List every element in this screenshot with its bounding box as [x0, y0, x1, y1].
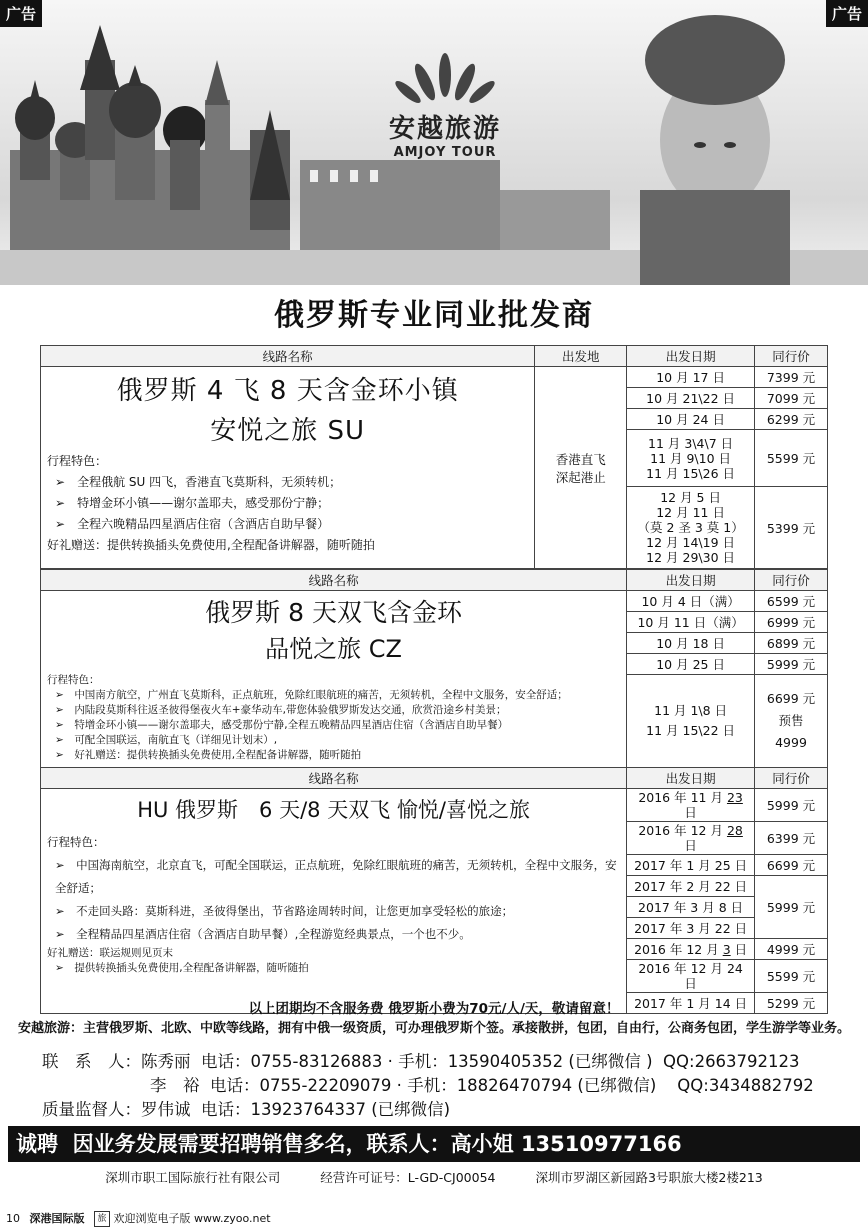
tour3-date: 2017 年 1 月 14 日: [627, 993, 755, 1014]
company-name: 深圳市职工国际旅行社有限公司: [105, 1170, 281, 1185]
tour3-date: 2016 年 12 月 28 日: [627, 822, 755, 855]
tour1-date: 10 月 17 日: [627, 367, 755, 388]
service-fee-notice: 以上团期均不含服务费 俄罗斯小费为70元/人/天，敬请留意！: [248, 1001, 620, 1017]
tour1-origin: 香港直飞 深起港止: [535, 367, 627, 569]
tour2-description: [41, 591, 627, 768]
tour1-price: 6299 元: [755, 409, 828, 430]
tour2-price: 6999 元: [755, 612, 828, 633]
tour2-date: 10 月 11 日（满）: [627, 612, 755, 633]
page-number: 10: [6, 1212, 20, 1225]
tour1-date: 11 月 3\4\7 日 11 月 9\10 日 11 月 15\26 日: [627, 430, 755, 487]
contact-tel: 电话：0755-22209079: [210, 1076, 392, 1095]
header-route: 线路名称: [41, 346, 535, 367]
contact-row-2: 李 裕 电话：0755-22209079 · 手机：18826470794 (已绑微信) QQ:3434882792: [150, 1076, 814, 1095]
tour1-title-line2: 安悦之旅 SU: [210, 416, 366, 446]
tour1-feature: ➢ 特增金环小镇——谢尔盖耶夫，感受那份宁静；: [55, 496, 330, 510]
tour1-price: 5399 元: [755, 487, 828, 569]
tour3-date: 2017 年 3 月 22 日: [627, 918, 755, 939]
tour3-table: [40, 767, 828, 1014]
contact-row-1: 联 系 人：陈秀丽 电话：0755-83126883 · 手机：13590405352 (已绑微信 ) QQ:2663792123: [42, 1052, 800, 1071]
ad-label-right: 广告: [826, 0, 868, 27]
tour2-feature: ➢ 特增金环小镇——谢尔盖耶夫，感受那份宁静,全程五晚精品四星酒店住宿（含酒店自助早餐）: [55, 719, 509, 731]
tour1-date: 12 月 5 日 12 月 11 日 （莫 2 圣 3 莫 1） 12 月 14\19 日 12 月 29\30 日: [627, 487, 755, 569]
tour3-price: 6399 元: [755, 822, 828, 855]
header-origin: 出发地: [535, 346, 627, 367]
tour3-date: 2017 年 2 月 22 日: [627, 876, 755, 897]
tour3-date: 2016 年 12 月 3 日: [627, 939, 755, 960]
contacts-block: [42, 1050, 842, 1122]
header-route: 线路名称: [41, 768, 627, 789]
contact-qq: QQ:2663792123: [663, 1052, 800, 1071]
tour3-feature: ➢ 不走回头路：莫斯科进，圣彼得堡出，节省路途周转时间，让您更加享受轻松的旅途；: [55, 904, 514, 918]
brand-name-en: AMJOY TOUR: [393, 145, 497, 160]
tour1-date: 10 月 21\22 日: [627, 388, 755, 409]
contact-mobile: 手机：13590405352 (已绑微信 ): [398, 1052, 653, 1071]
tour3-title: HU 俄罗斯 6 天/8 天双飞 愉悦/喜悦之旅: [137, 798, 530, 822]
tour2-feature: ➢ 内陆段莫斯科往返圣彼得堡夜火车+豪华动车,带您体验俄罗斯发达交通，欣赏沿途乡村美景；: [55, 704, 507, 716]
recruit-text: 因业务发展需要招聘销售多名，联系人：高小姐: [72, 1132, 514, 1156]
contact-qq: QQ:3434882792: [677, 1076, 814, 1095]
tour3-feature: ➢ 全程精品四星酒店住宿（含酒店自助早餐）,全程游览经典景点，一个也不少。: [55, 927, 471, 941]
recruitment-banner: [8, 1126, 860, 1162]
contact-tel: 电话：13923764337 (已绑微信): [201, 1100, 451, 1119]
contact-tel: 电话：0755-83126883: [201, 1052, 383, 1071]
tour1-features-label: 行程特色：: [47, 454, 108, 468]
tour2-table: [40, 569, 828, 768]
tour2-feature: ➢ 好礼赠送：提供转换插头免费使用,全程配备讲解器，随听随拍: [55, 749, 362, 761]
tour3-price: 5299 元: [755, 993, 828, 1014]
tour3-gift-label: 好礼赠送：联运规则见页末: [47, 947, 173, 959]
banner: [0, 0, 868, 285]
contact-row-3: [42, 1098, 842, 1122]
tour2-feature: ➢ 中国南方航空，广州直飞莫斯科，正点航班，免除红眼航班的痛苦，无须转机，全程中文服务，安全舒适；: [55, 689, 568, 701]
company-info: [0, 1168, 868, 1186]
business-description: 安越旅游：主营俄罗斯、北欧、中欧等线路，拥有中俄一级资质，可办理俄罗斯个签。承接散拼，包团，自由行，公商务包团，学生游学等业务。: [18, 1021, 851, 1036]
header-date: 出发日期: [627, 570, 755, 591]
header-date: 出发日期: [627, 346, 755, 367]
publication-logo-icon: 旅: [94, 1211, 110, 1227]
header-route: 线路名称: [41, 570, 627, 591]
company-license: 经营许可证号：L-GD-CJ00054: [320, 1170, 496, 1185]
contact-person: 罗伟诚: [141, 1100, 191, 1119]
contact-mobile: 手机：18826470794 (已绑微信): [407, 1076, 657, 1095]
tour2-price: 6699 元 预售 4999: [755, 675, 828, 768]
header-date: 出发日期: [627, 768, 755, 789]
tour3-price: 6699 元: [755, 855, 828, 876]
brand-logo: [360, 40, 530, 160]
tour2-date: 10 月 18 日: [627, 633, 755, 654]
tour3-date: 2016 年 12 月 24 日: [627, 960, 755, 993]
tour1-date: 10 月 24 日: [627, 409, 755, 430]
brand-name-cn: 安越旅游: [388, 114, 501, 144]
tour1-feature: ➢ 全程六晚精品四星酒店住宿（含酒店自助早餐）: [55, 517, 330, 531]
contact-label: 联 系 人：: [42, 1052, 141, 1071]
tour2-price: 6599 元: [755, 591, 828, 612]
ad-label-left: 广告: [0, 0, 42, 27]
tour3-gift-item: ➢ 提供转换插头免费使用,全程配备讲解器，随听随拍: [55, 962, 309, 974]
recruit-label: 诚聘: [16, 1132, 58, 1156]
tour3-price: 5599 元: [755, 960, 828, 993]
footer-site: 欢迎浏览电子版 www.zyoo.net: [113, 1212, 271, 1225]
tour1-description: [41, 367, 535, 569]
tour2-feature: ➢ 可配全国联运，南航直飞（详细见计划末）,: [55, 734, 278, 746]
tour1-table: [40, 345, 828, 569]
tour1-feature: ➢ 全程俄航 SU 四飞，香港直飞莫斯科，无须转机；: [55, 475, 342, 489]
header-price: 同行价: [755, 570, 828, 591]
publication-name: 深港国际版: [29, 1212, 85, 1225]
tour1-title-line1: 俄罗斯 4 飞 8 天含金环小镇: [116, 376, 459, 406]
recruit-phone: 13510977166: [520, 1132, 682, 1156]
tour3-feature: ➢ 中国海南航空，北京直飞，可配全国联运，正点航班，免除红眼航班的痛苦，无须转机，全程中文服务，安全舒适；: [55, 858, 617, 895]
tour3-price: 5999 元: [755, 789, 828, 822]
contact-person: 陈秀丽: [141, 1052, 191, 1071]
tour2-title-line1: 俄罗斯 8 天双飞含金环: [205, 598, 462, 627]
contact-person: 李 裕: [150, 1076, 200, 1095]
contact-label: 质量监督人：: [42, 1100, 141, 1119]
tour2-date: 10 月 25 日: [627, 654, 755, 675]
tour2-title-line2: 品悦之旅 CZ: [265, 635, 402, 663]
page-footer: [0, 1208, 868, 1230]
company-address: 深圳市罗湖区新园路3号职旅大楼2楼213: [535, 1170, 763, 1185]
tour1-price: 5599 元: [755, 430, 828, 487]
tour3-price: 5999 元: [755, 876, 828, 939]
tour3-date: 2017 年 3 月 8 日: [627, 897, 755, 918]
header-price: 同行价: [755, 346, 828, 367]
tour3-price: 4999 元: [755, 939, 828, 960]
page-headline: 俄罗斯专业同业批发商: [274, 298, 594, 333]
tour3-features-label: 行程特色：: [47, 835, 105, 849]
tour3-date: 2016 年 11 月 23 日: [627, 789, 755, 822]
tour2-date: 10 月 4 日（满）: [627, 591, 755, 612]
tour2-price: 5999 元: [755, 654, 828, 675]
header-price: 同行价: [755, 768, 828, 789]
tour2-date: 11 月 1\8 日 11 月 15\22 日: [627, 675, 755, 768]
tour1-gift: 好礼赠送：提供转换插头免费使用,全程配备讲解器，随听随拍: [47, 538, 375, 552]
tour2-price: 6899 元: [755, 633, 828, 654]
tour2-features-label: 行程特色：: [47, 674, 100, 686]
tour3-date: 2017 年 1 月 25 日: [627, 855, 755, 876]
tour3-description: [41, 789, 627, 1014]
tour1-price: 7099 元: [755, 388, 828, 409]
tour1-price: 7399 元: [755, 367, 828, 388]
